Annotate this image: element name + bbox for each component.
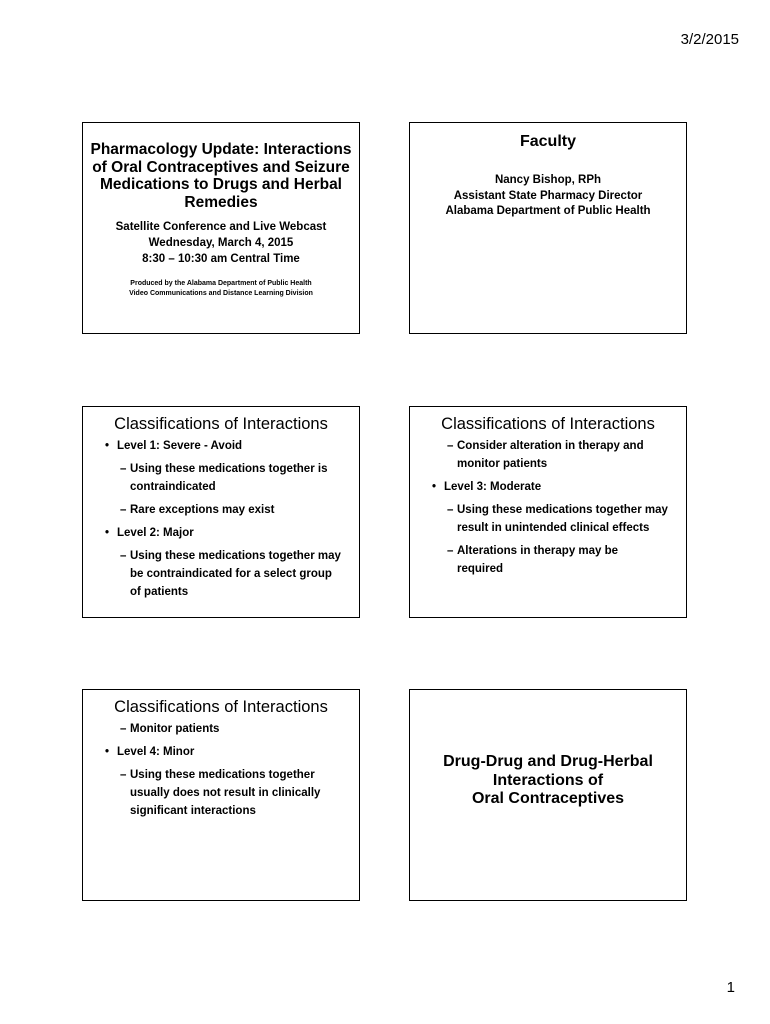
sub-bullet-item: – Monitor patients — [120, 723, 220, 735]
sub-bullet-item: – Rare exceptions may exist — [120, 504, 275, 516]
sub-bullet-text: Using these medications together is contraindicated — [130, 463, 328, 493]
sub-bullet-text: Using these medications together usually does not result in clinically significant interactions — [130, 769, 321, 817]
section-heading-line-3: Oral Contraceptives — [471, 790, 625, 807]
slide-faculty — [409, 122, 687, 334]
faculty-org: Alabama Department of Public Health — [445, 205, 651, 217]
slide-heading: Classifications of Interactions — [441, 415, 655, 433]
slide-title-credits — [83, 279, 359, 299]
sub-bullet-text: Rare exceptions may exist — [130, 504, 275, 516]
faculty-role: Assistant State Pharmacy Director — [453, 189, 643, 202]
sub-bullet-text: Consider alteration in therapy and monitor patients — [457, 440, 644, 470]
event-time: 8:30 – 10:30 am Central Time — [142, 253, 300, 265]
event-type: Satellite Conference and Live Webcast — [115, 221, 327, 233]
bullet-item: • Level 2: Major — [105, 527, 194, 539]
sub-bullet-item: – Alterations in therapy may be required — [447, 545, 619, 575]
section-heading-line-2: Interactions of — [492, 771, 604, 789]
credit-line-2: Video Communications and Distance Learning Division — [129, 290, 313, 297]
slide-classifications-3 — [82, 689, 360, 901]
bullet-item: • Level 1: Severe - Avoid — [105, 440, 243, 452]
sub-bullet-item: – Using these medications together may be contraindicated for a select group of patients — [120, 550, 341, 598]
bullet-text: Level 2: Major — [117, 527, 194, 539]
sub-bullet-text: Using these medications together may result in unintended clinical effects — [457, 504, 668, 534]
sub-bullet-text: Monitor patients — [130, 723, 220, 735]
section-heading-line-1: Drug-Drug and Drug-Herbal — [443, 753, 653, 770]
page-number: 1 — [726, 979, 735, 996]
slide-title — [82, 122, 360, 334]
slide-section-oral-contraceptives — [409, 689, 687, 901]
bullet-text: Level 4: Minor — [117, 746, 195, 758]
slide-title-heading: Pharmacology Update: Interactions of Oral Contraceptives and Seizure Medications to Drugs and Herbal Remedies — [90, 141, 352, 211]
bullet-text: Level 1: Severe - Avoid — [117, 440, 243, 452]
slide-title-event-info — [83, 219, 359, 267]
faculty-heading: Faculty — [519, 133, 576, 150]
faculty-details — [410, 173, 686, 220]
sub-bullet-item: – Using these medications together may result in unintended clinical effects — [447, 504, 668, 534]
event-date: Wednesday, March 4, 2015 — [148, 237, 294, 249]
faculty-name: Nancy Bishop, RPh — [494, 174, 602, 186]
document-date: 3/2/2015 — [680, 31, 739, 48]
slide-classifications-2 — [409, 406, 687, 618]
bullet-text: Level 3: Moderate — [444, 481, 542, 493]
credit-line-1: Produced by the Alabama Department of Public Health — [130, 280, 312, 287]
sub-bullet-item: – Using these medications together is contraindicated — [120, 463, 328, 493]
slide-classifications-1 — [82, 406, 360, 618]
sub-bullet-item: – Using these medications together usually does not result in clinically significant interactions — [120, 769, 321, 817]
slide-heading: Classifications of Interactions — [114, 698, 328, 716]
sub-bullet-text: Alterations in therapy may be required — [457, 545, 619, 575]
sub-bullet-text: Using these medications together may be contraindicated for a select group of patients — [130, 550, 341, 598]
slide-heading: Classifications of Interactions — [114, 415, 328, 433]
sub-bullet-item: – Consider alteration in therapy and monitor patients — [447, 440, 644, 470]
bullet-item: • Level 4: Minor — [105, 746, 195, 758]
section-heading — [410, 753, 686, 809]
bullet-item: • Level 3: Moderate — [432, 481, 542, 493]
